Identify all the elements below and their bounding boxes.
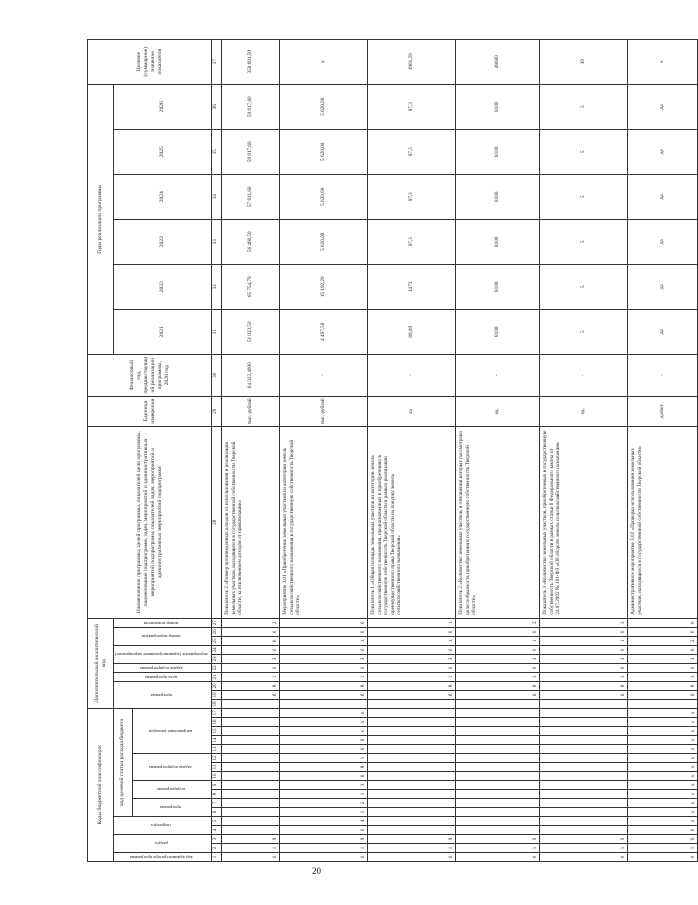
column-number: 37 <box>212 39 222 84</box>
column-number: 4 <box>212 826 222 835</box>
column-number: 33 <box>212 219 222 264</box>
row-year-value: 8100 <box>456 84 540 129</box>
code-digit: 0 <box>540 853 628 862</box>
column-number: 11 <box>212 763 222 772</box>
code-digit: 0 <box>456 645 540 654</box>
header-name: Наименование программы, целей программы, показателей цели программы, наименование подпрограмм, задач, мероприятий и административных мероприятий подпрограмм, показателей задач, мероприятий и административных мероприятий подпрограмм <box>88 426 212 618</box>
row-name: Показатель 2 «Размер произведенных доходов от использования и реализации земельных участков, находящихся в государственной собственности Тверской области, за исключением доходов от приватизации» <box>222 426 280 618</box>
code-digit: х <box>628 808 698 817</box>
code-digit: 1 <box>456 636 540 645</box>
row-year-value: 97,3 <box>368 174 456 219</box>
code-digit: 8 <box>368 681 456 690</box>
header-analytic-code: Дополнительный аналитический код <box>88 618 114 708</box>
column-number: 32 <box>212 264 222 309</box>
code-digit <box>456 754 540 763</box>
code-digit: 0 <box>222 627 280 636</box>
header-years-title: Годы реализации программы <box>88 84 114 354</box>
code-digit: 0 <box>628 826 698 835</box>
header-target-article: код целевой статьи расхода бюджета <box>114 708 133 816</box>
table-row <box>540 39 628 861</box>
code-digit <box>368 781 456 790</box>
row-final-value: 30 <box>540 39 628 84</box>
code-digit: 2 <box>628 636 698 645</box>
row-year-value: 5 620,00 <box>280 129 368 174</box>
header-direction: направление расходов <box>149 728 193 734</box>
code-digit <box>456 736 540 745</box>
row-year-value: 8100 <box>456 309 540 354</box>
header-year-2: 2022 <box>114 264 212 309</box>
row-unit: тыс. рублей <box>280 396 368 426</box>
column-number: 9 <box>212 781 222 790</box>
code-digit <box>540 826 628 835</box>
row-year-value: 8100 <box>456 129 540 174</box>
column-number: 12 <box>212 754 222 763</box>
code-digit <box>280 699 368 708</box>
code-digit: 0 <box>540 627 628 636</box>
column-number: 36 <box>212 84 222 129</box>
code-digit <box>368 826 456 835</box>
row-year-value: 97,3 <box>368 84 456 129</box>
code-digit: 1 <box>456 672 540 681</box>
column-number: 20 <box>212 681 222 690</box>
row-year-value: 1473 <box>368 264 456 309</box>
code-digit: х <box>628 727 698 736</box>
code-digit: 0 <box>280 745 368 754</box>
table-row <box>456 39 540 861</box>
code-digit: 9 <box>540 835 628 844</box>
code-digit: 1 <box>280 636 368 645</box>
code-digit: 1 <box>222 672 280 681</box>
code-digit: 0 <box>456 853 540 862</box>
code-digit <box>456 763 540 772</box>
code-digit: 3 <box>222 654 280 663</box>
code-digit <box>540 799 628 808</box>
code-digit: 1 <box>540 844 628 853</box>
code-digit: 2 <box>456 618 540 627</box>
code-digit <box>222 699 280 708</box>
column-number: 29 <box>212 396 222 426</box>
code-digit <box>222 826 280 835</box>
code-digit <box>456 781 540 790</box>
code-digit <box>368 808 456 817</box>
code-digit: 0 <box>368 663 456 672</box>
header-budget-class: Коды бюджетной классификации <box>88 708 114 861</box>
row-unit: ед. <box>456 396 540 426</box>
row-year-value: 5 <box>540 129 628 174</box>
code-digit: 0 <box>628 853 698 862</box>
code-digit: х <box>628 736 698 745</box>
code-digit: х <box>628 754 698 763</box>
row-year-value: 8100 <box>456 174 540 219</box>
code-digit: 8 <box>280 763 368 772</box>
code-digit: 6 <box>540 690 628 699</box>
row-fin-year-value: - <box>456 354 540 396</box>
code-digit: 0 <box>368 627 456 636</box>
code-digit <box>222 763 280 772</box>
code-digit: 3 <box>368 654 456 663</box>
code-digit: 0 <box>628 618 698 627</box>
row-year-value: да <box>628 129 698 174</box>
code-digit <box>368 718 456 727</box>
row-fin-year-value: - <box>628 354 698 396</box>
header-a-task: задача подпрограммы <box>139 665 183 671</box>
column-number: 34 <box>212 174 222 219</box>
code-digit: х <box>280 727 368 736</box>
code-digit: 0 <box>368 645 456 654</box>
row-year-value: 5 <box>540 174 628 219</box>
header-year-6: 2026 <box>114 84 212 129</box>
code-digit: 1 <box>456 844 540 853</box>
column-number: 3 <box>212 835 222 844</box>
code-digit: х <box>628 772 698 781</box>
code-digit: х <box>628 708 698 717</box>
code-digit <box>456 826 540 835</box>
code-digit: 3 <box>456 654 540 663</box>
column-number: 22 <box>212 663 222 672</box>
header-a-program: программа <box>150 692 172 698</box>
rotated-table-page <box>87 46 696 862</box>
code-digit <box>222 718 280 727</box>
table-body <box>222 39 698 861</box>
row-year-value: 57 811,60 <box>222 174 280 219</box>
table-row <box>368 39 456 861</box>
code-digit: 0 <box>540 645 628 654</box>
code-digit: х <box>628 817 698 826</box>
code-digit <box>368 727 456 736</box>
column-number: 13 <box>212 745 222 754</box>
column-number: 23 <box>212 654 222 663</box>
row-year-value: да <box>628 219 698 264</box>
code-digit: 9 <box>222 835 280 844</box>
header-a-event: мероприятие (административное мероприятие) <box>115 652 208 658</box>
code-digit: 1 <box>540 636 628 645</box>
column-number: 21 <box>212 672 222 681</box>
row-year-value: 8100 <box>456 264 540 309</box>
code-digit: 0 <box>368 853 456 862</box>
column-number: 26 <box>212 627 222 636</box>
code-digit <box>222 736 280 745</box>
row-unit: да/нет <box>628 396 698 426</box>
code-digit: 0 <box>280 826 368 835</box>
code-digit: 0 <box>280 627 368 636</box>
row-year-value: 5 620,00 <box>280 84 368 129</box>
column-number: 15 <box>212 727 222 736</box>
code-digit <box>540 745 628 754</box>
header-a-purpose: цель программы <box>145 674 178 680</box>
code-digit: 1 <box>280 790 368 799</box>
code-digit: 8 <box>456 681 540 690</box>
table-row <box>280 39 368 861</box>
code-digit: 9 <box>280 835 368 844</box>
code-digit: 1 <box>368 636 456 645</box>
code-digit <box>368 763 456 772</box>
row-year-value: 65 754,70 <box>222 264 280 309</box>
row-year-value: 5 620,00 <box>280 174 368 219</box>
code-digit: 0 <box>222 645 280 654</box>
row-year-value: да <box>628 309 698 354</box>
code-digit: 0 <box>222 636 280 645</box>
row-year-value: да <box>628 84 698 129</box>
code-digit <box>456 718 540 727</box>
column-number: 25 <box>212 636 222 645</box>
code-digit: 0 <box>628 627 698 636</box>
row-name: Показатель 1 «Общая площадь земельных участков из категории земель сельскохозяйственного назначения, предназначенных к приобретению в государственную собственность Тверской области в рамках реализации преимущественного права Тверской области на покупку земель сельскохозяйственного назначения» <box>368 426 456 618</box>
row-year-value: 89,09 <box>368 309 456 354</box>
code-digit: 0 <box>456 663 540 672</box>
code-digit <box>222 790 280 799</box>
code-digit: 0 <box>456 627 540 636</box>
code-digit: 0 <box>628 645 698 654</box>
row-year-value: 56 466,50 <box>222 219 280 264</box>
code-digit: х <box>628 763 698 772</box>
header-section: раздел <box>154 841 168 847</box>
row-year-value: 59 817,60 <box>222 84 280 129</box>
code-digit: 0 <box>628 663 698 672</box>
row-fin-year-value: - <box>280 354 368 396</box>
code-digit: х <box>628 781 698 790</box>
column-number: 30 <box>212 354 222 396</box>
code-digit <box>456 808 540 817</box>
row-final-value: 48600 <box>456 39 540 84</box>
code-digit: 1 <box>628 672 698 681</box>
code-digit <box>222 808 280 817</box>
code-digit <box>222 727 280 736</box>
code-digit <box>456 772 540 781</box>
code-digit <box>368 736 456 745</box>
column-number: 16 <box>212 718 222 727</box>
code-digit: 0 <box>280 645 368 654</box>
row-unit: тыс. рублей <box>222 396 280 426</box>
code-digit <box>540 708 628 717</box>
row-year-value: 97,3 <box>368 219 456 264</box>
column-number: 17 <box>212 708 222 717</box>
code-digit: 0 <box>280 853 368 862</box>
code-digit: 3 <box>280 781 368 790</box>
code-digit <box>540 790 628 799</box>
code-digit: 8 <box>540 681 628 690</box>
column-number: 14 <box>212 736 222 745</box>
code-digit: 8 <box>222 681 280 690</box>
code-digit: 1 <box>368 672 456 681</box>
code-digit: 9 <box>456 835 540 844</box>
code-digit <box>222 799 280 808</box>
row-final-value: х <box>280 39 368 84</box>
code-digit <box>628 699 698 708</box>
code-digit <box>222 772 280 781</box>
row-name: Показатель 2 «Количество земельных участков, в отношении которых рассмотрено целесообразность приобретения в государственную собственность Тверской области» <box>456 426 540 618</box>
column-number: 35 <box>212 129 222 174</box>
code-digit: 6 <box>280 690 368 699</box>
code-digit: 2 <box>280 799 368 808</box>
code-digit <box>456 799 540 808</box>
code-digit <box>368 772 456 781</box>
row-name: Показатель 3 «Количество земельных участков, приобретенных в государственную собственность Тверской области в рамках статьи 8 Федерального закона от 24.07.2002 № 101-ФЗ «Об обороте земель сельскохозяйственного назначения» <box>540 426 628 618</box>
header-a-event-no: номер мероприятия <box>142 634 181 640</box>
program-table <box>87 39 698 862</box>
header-year-4: 2024 <box>114 174 212 219</box>
code-digit <box>456 817 540 826</box>
code-digit <box>222 781 280 790</box>
code-digit <box>368 817 456 826</box>
row-name: Административное мероприятие 3.02 «Проверка использования земельных участков, находящихся в государственной собственности Тверской области» <box>628 426 698 618</box>
column-number: 8 <box>212 790 222 799</box>
table-row <box>222 39 280 861</box>
code-digit <box>368 754 456 763</box>
column-number: 7 <box>212 799 222 808</box>
code-digit: 1 <box>628 844 698 853</box>
column-number: 24 <box>212 645 222 654</box>
row-year-value: да <box>628 264 698 309</box>
row-year-value: 5 <box>540 309 628 354</box>
code-digit <box>540 699 628 708</box>
code-digit: 9 <box>628 835 698 844</box>
column-number: 1 <box>212 853 222 862</box>
code-digit <box>540 808 628 817</box>
code-digit: 9 <box>368 835 456 844</box>
column-number: 10 <box>212 772 222 781</box>
row-year-value: 8100 <box>456 219 540 264</box>
code-digit: 6 <box>628 690 698 699</box>
column-number: 5 <box>212 817 222 826</box>
code-digit: х <box>628 799 698 808</box>
column-number: 19 <box>212 690 222 699</box>
code-digit: х <box>628 790 698 799</box>
row-year-value: 97,3 <box>368 129 456 174</box>
code-digit: 0 <box>222 853 280 862</box>
row-fin-year-value: - <box>368 354 456 396</box>
code-digit <box>368 745 456 754</box>
code-digit: 2 <box>222 618 280 627</box>
code-digit <box>456 790 540 799</box>
header-final-value: Целевое (суммарное) значение показателя <box>88 39 212 84</box>
row-year-value: 5 620,00 <box>280 219 368 264</box>
code-digit: 6 <box>280 736 368 745</box>
code-digit: 8 <box>628 681 698 690</box>
code-digit: 1 <box>280 808 368 817</box>
column-number: 6 <box>212 808 222 817</box>
header-subprogram: подпрограмма <box>156 787 185 793</box>
code-digit <box>540 781 628 790</box>
page-number: 20 <box>312 866 321 876</box>
code-digit <box>368 708 456 717</box>
row-fin-year-value: 64 322,4000 <box>222 354 280 396</box>
code-digit: 8 <box>280 681 368 690</box>
code-digit <box>456 727 540 736</box>
code-digit <box>456 699 540 708</box>
code-digit <box>540 754 628 763</box>
row-fin-year-value: - <box>540 354 628 396</box>
column-number: 27 <box>212 618 222 627</box>
code-digit: 3 <box>540 618 628 627</box>
code-digit <box>368 799 456 808</box>
row-name: Мероприятие 3.01 «Приобретение земельных участков из категории земель сельскохозяйственного назначения в государственную собственность Тверской области» <box>280 426 368 618</box>
code-digit <box>368 699 456 708</box>
code-digit <box>540 718 628 727</box>
code-digit: 6 <box>368 690 456 699</box>
header-unit: Единица измерения <box>88 396 212 426</box>
row-year-value: да <box>628 174 698 219</box>
code-digit <box>540 736 628 745</box>
row-year-value: 15 192,20 <box>280 264 368 309</box>
row-year-value: 59 817,60 <box>222 129 280 174</box>
column-number: 18 <box>212 699 222 708</box>
column-number-row <box>212 39 222 861</box>
code-digit <box>456 708 540 717</box>
row-year-value: 5 <box>540 264 628 309</box>
code-digit <box>540 763 628 772</box>
code-digit <box>222 754 280 763</box>
header-year-1: 2021 <box>114 309 212 354</box>
column-number: 28 <box>212 426 222 618</box>
code-digit: 1 <box>280 754 368 763</box>
code-digit: 0 <box>540 663 628 672</box>
row-year-value: 5 <box>540 219 628 264</box>
code-digit: 1 <box>368 618 456 627</box>
header-subsection: подраздел <box>151 823 172 829</box>
row-year-value: 4 497,50 <box>280 309 368 354</box>
code-digit: х <box>280 708 368 717</box>
header-fin-year: Финансовый год, предшествующий реализации программы, 2020 год <box>88 354 212 396</box>
row-final-value: 1961,29 <box>368 39 456 84</box>
code-digit: 6 <box>456 690 540 699</box>
row-unit: га <box>368 396 456 426</box>
header-a-indicator: номер показателя <box>144 620 179 626</box>
row-unit: ед. <box>540 396 628 426</box>
code-digit <box>222 745 280 754</box>
header-admin-code: код администратора программы <box>130 854 193 860</box>
header-year-3: 2023 <box>114 219 212 264</box>
code-digit <box>456 745 540 754</box>
code-digit: х <box>628 745 698 754</box>
code-digit: х <box>280 718 368 727</box>
header-program: программа <box>160 805 182 811</box>
row-year-value: 5 <box>540 84 628 129</box>
code-digit: 3 <box>280 654 368 663</box>
code-digit: 0 <box>222 663 280 672</box>
code-digit: х <box>628 718 698 727</box>
code-digit: 4 <box>280 817 368 826</box>
header-task: задача подпрограммы <box>149 764 193 770</box>
code-digit <box>540 727 628 736</box>
code-digit <box>540 772 628 781</box>
row-final-value: х <box>628 39 698 84</box>
code-digit: 1 <box>280 844 368 853</box>
code-digit: 1 <box>222 844 280 853</box>
code-digit <box>222 708 280 717</box>
row-year-value: 51 023,50 <box>222 309 280 354</box>
code-digit <box>368 790 456 799</box>
code-digit: 0 <box>280 618 368 627</box>
code-digit: 1 <box>280 672 368 681</box>
table-row <box>628 39 698 861</box>
header-year-5: 2025 <box>114 129 212 174</box>
code-digit: 6 <box>280 772 368 781</box>
code-digit: 1 <box>368 844 456 853</box>
row-final-value: 350 691,50 <box>222 39 280 84</box>
code-digit: 3 <box>540 654 628 663</box>
column-number: 2 <box>212 844 222 853</box>
code-digit: 6 <box>222 690 280 699</box>
code-digit: 0 <box>280 663 368 672</box>
code-digit <box>540 817 628 826</box>
code-digit: 1 <box>540 672 628 681</box>
code-digit <box>222 817 280 826</box>
column-number: 31 <box>212 309 222 354</box>
code-digit: 3 <box>628 654 698 663</box>
